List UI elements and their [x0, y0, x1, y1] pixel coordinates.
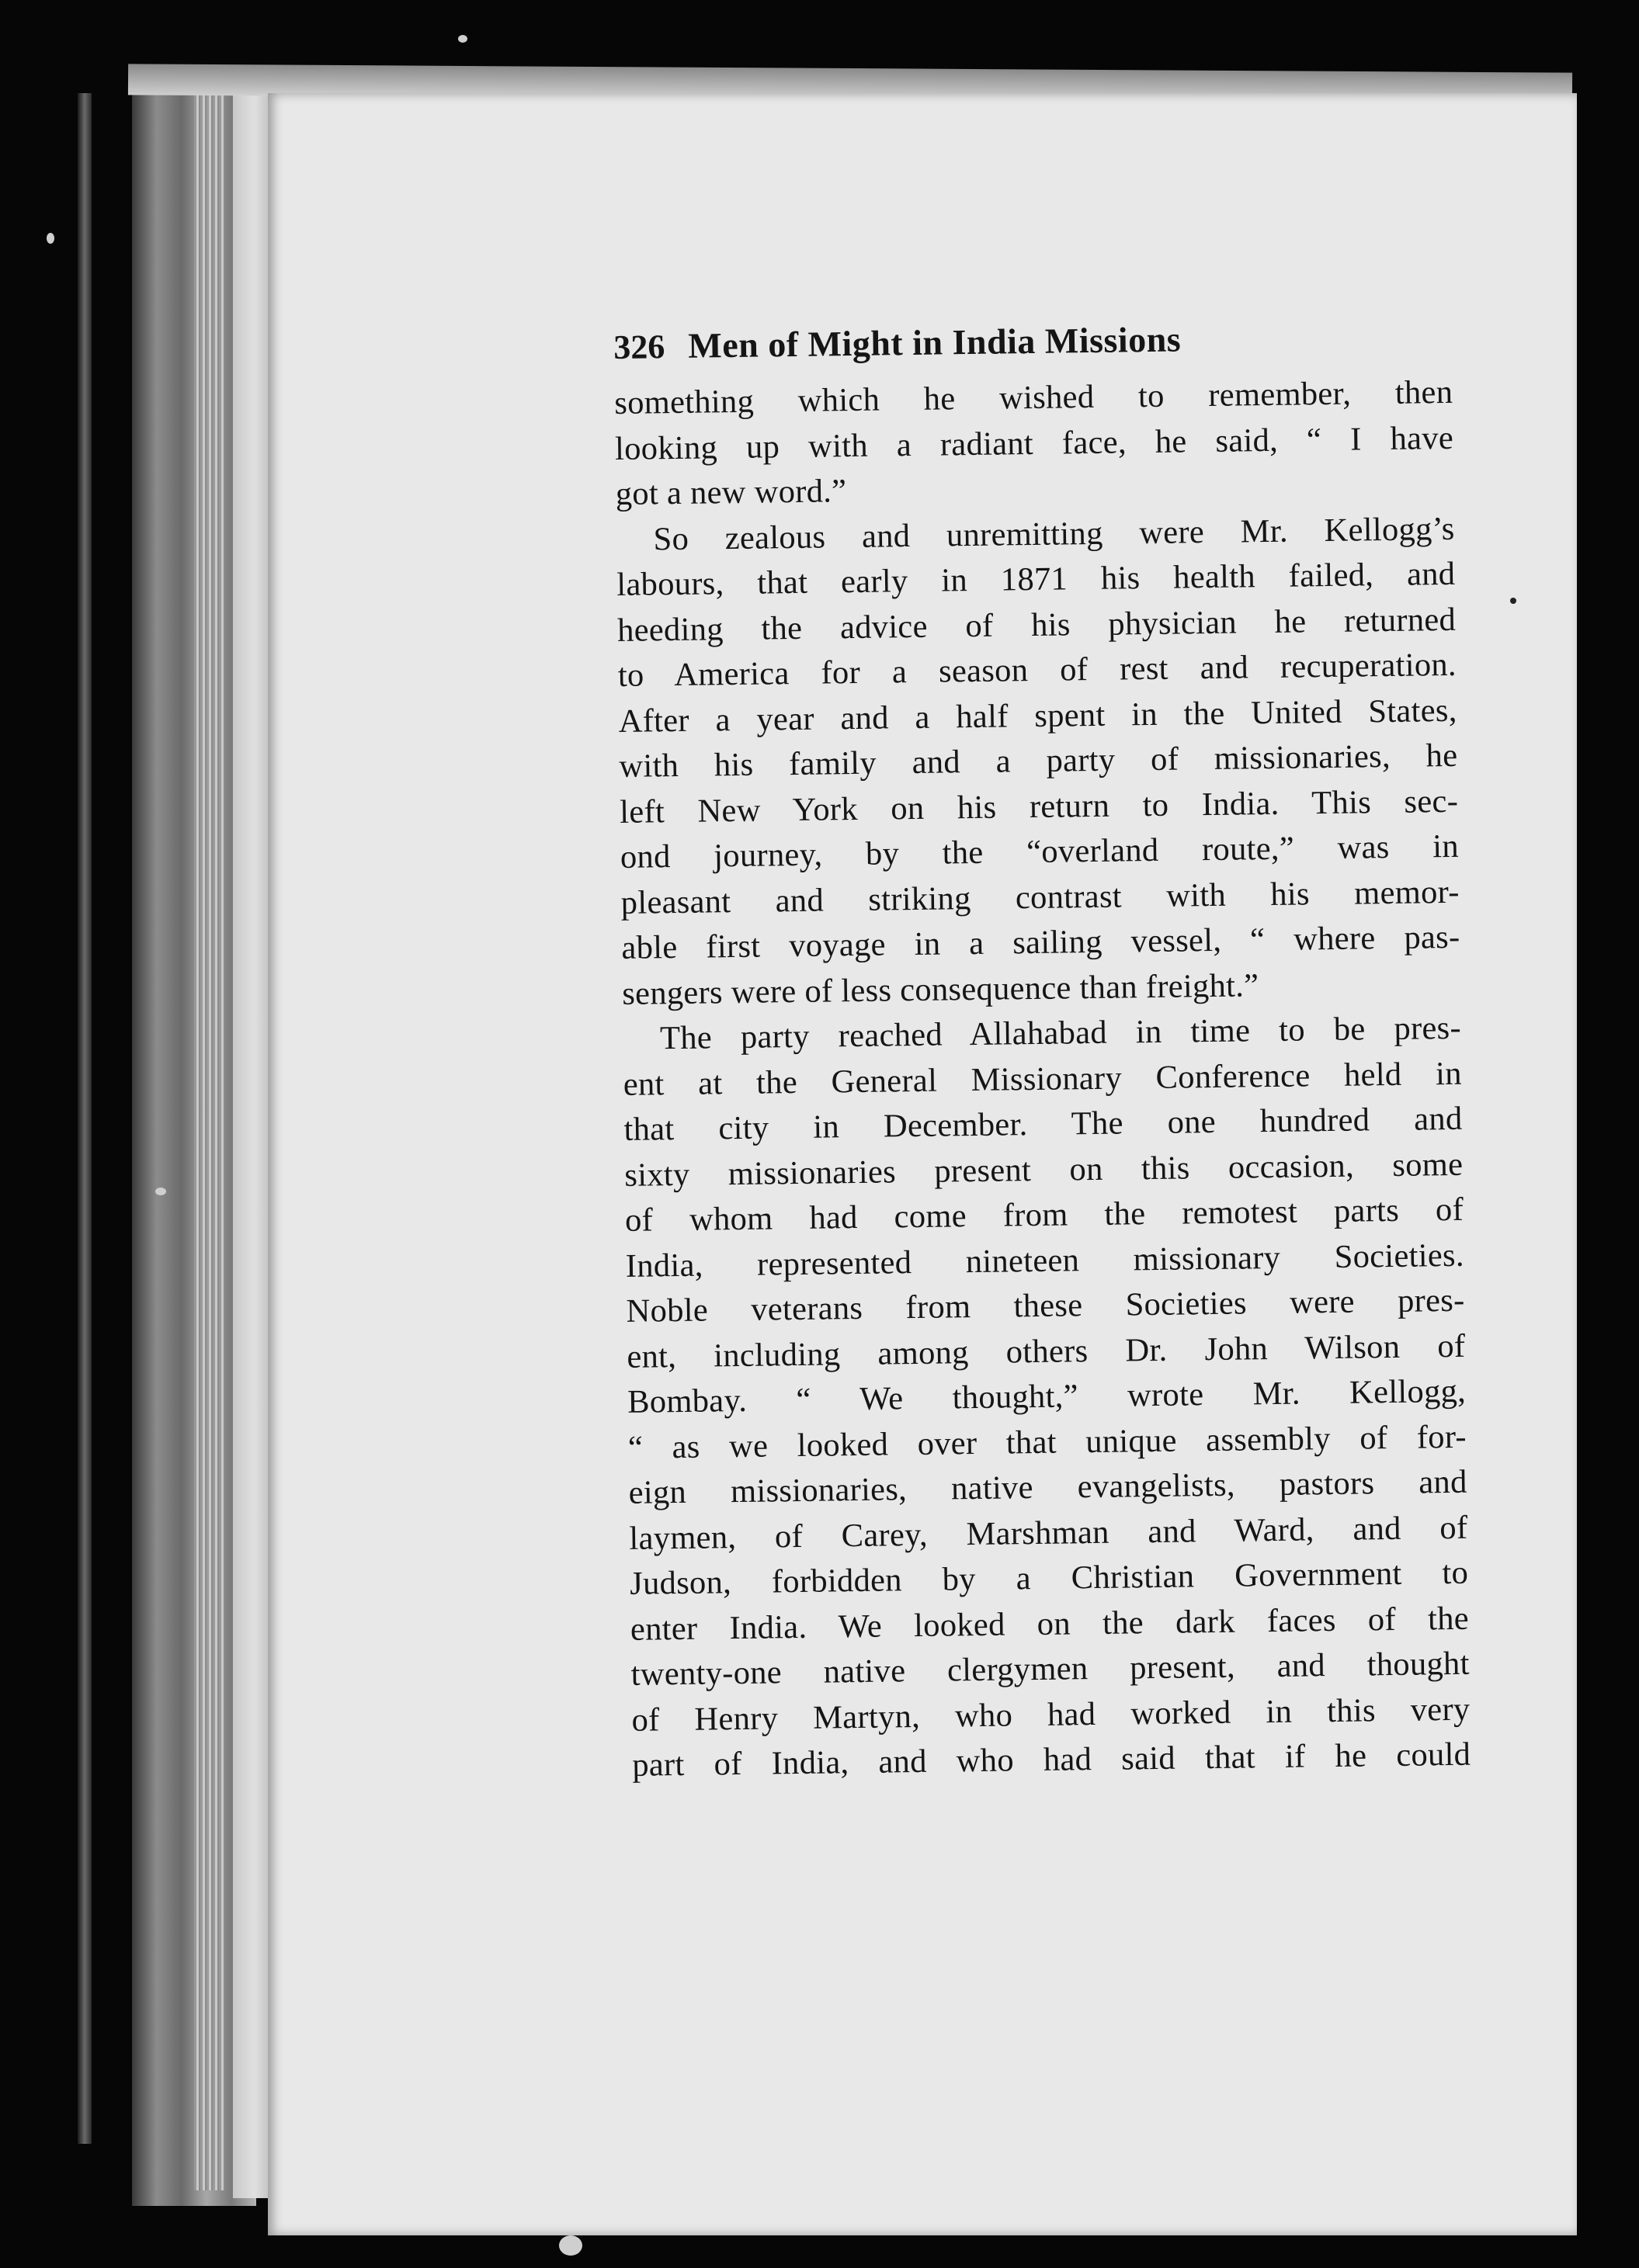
book-spine-shadow	[78, 93, 92, 2144]
text-line: sengers were of less consequence than freight.”	[621, 966, 1259, 1012]
text-line: Bombay. “ We thought,” wrote Mr. Kellogg,	[627, 1372, 1467, 1420]
text-line: something which he wished to remember, then	[613, 373, 1453, 421]
text-line: of whom had come from the remotest parts of	[624, 1191, 1464, 1239]
text-line: that city in December. The one hundred and	[623, 1100, 1463, 1148]
text-line: sixty missionaries present on this occasion, some	[624, 1146, 1464, 1194]
text-line: heeding the advice of his physician he returned	[616, 601, 1457, 649]
text-line: ent, including among others Dr. John Wilson of	[627, 1327, 1466, 1375]
text-line: eign missionaries, native evangelists, pastors and	[628, 1463, 1467, 1511]
scan-speck	[458, 35, 467, 43]
page-text-block	[613, 315, 1471, 1788]
text-line: ent at the General Missionary Conference held in	[623, 1055, 1463, 1103]
running-title: Men of Might in India Missions	[688, 319, 1182, 366]
text-line: India, represented nineteen missionary Societies.	[625, 1236, 1465, 1285]
text-line: enter India. We looked on the dark faces of the	[630, 1600, 1470, 1648]
scan-speck	[155, 1188, 166, 1195]
text-line: laymen, of Carey, Marshman and Ward, and of	[629, 1509, 1468, 1557]
text-line: part of India, and who had said that if he could	[631, 1736, 1471, 1784]
scan-speck	[1510, 598, 1516, 604]
text-line: got a new word.”	[615, 473, 847, 512]
text-line: able first voyage in a sailing vessel, “ where pas-	[621, 918, 1460, 966]
text-line: labours, that early in 1871 his health failed, and	[616, 555, 1456, 603]
paragraph-start-line: The party reached Allahabad in time to be pres-	[659, 1009, 1462, 1057]
paragraph-start-line: So zealous and unremitting were Mr. Kellogg’s	[653, 510, 1455, 557]
text-line: ond journey, by the “overland route,” was in	[620, 827, 1460, 876]
text-line: After a year and a half spent in the United States,	[618, 692, 1457, 740]
text-line: Judson, forbidden by a Christian Government to	[629, 1554, 1469, 1602]
text-line: pleasant and striking contrast with his memor-	[620, 873, 1460, 921]
scan-speck	[47, 233, 54, 244]
scan-speck	[559, 2235, 582, 2256]
text-line: twenty-one native clergymen present, and thought	[630, 1645, 1470, 1693]
text-line: with his family and a party of missionaries, he	[619, 737, 1458, 785]
text-line: left New York on his return to India. This sec-	[619, 782, 1459, 831]
page-edges-lines	[194, 85, 225, 2190]
text-line: Noble veterans from these Societies were pres-	[626, 1281, 1465, 1330]
text-line: “ as we looked over that unique assembly of for-	[627, 1418, 1467, 1466]
page-number: 326	[613, 328, 665, 366]
text-line: of Henry Martyn, who had worked in this very	[631, 1691, 1471, 1739]
text-line: to America for a season of rest and recuperation.	[617, 646, 1457, 694]
text-line: looking up with a radiant face, he said, “ I have	[614, 419, 1454, 467]
